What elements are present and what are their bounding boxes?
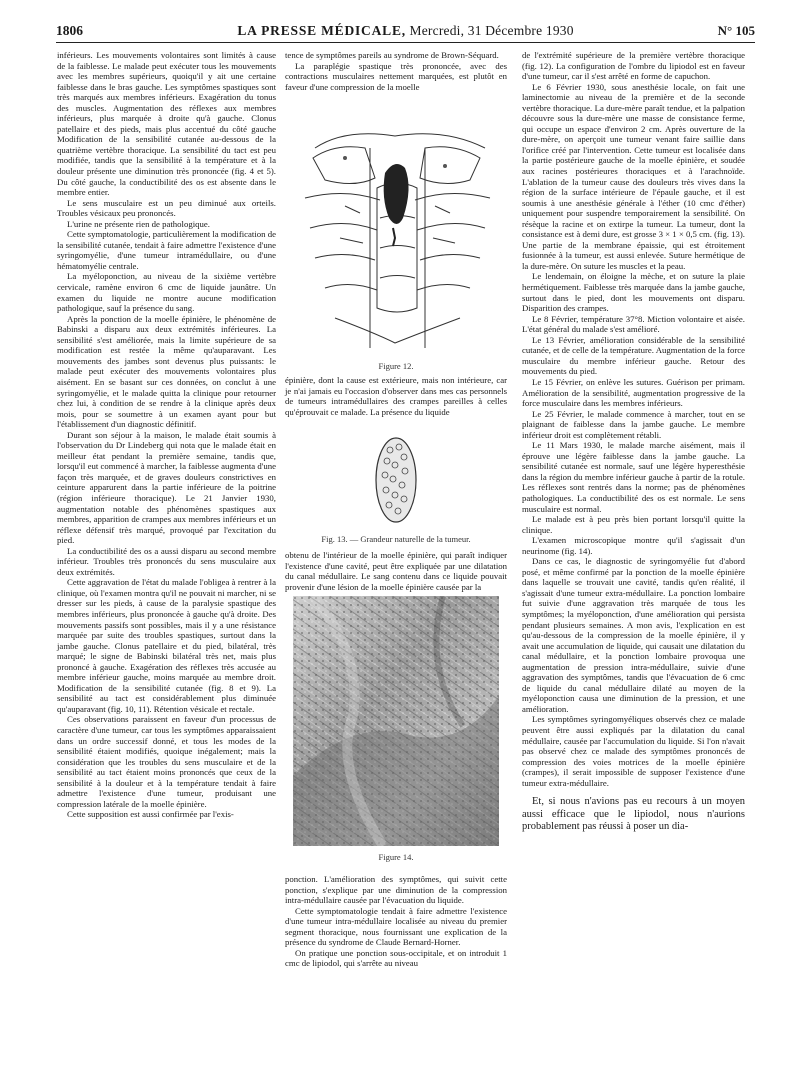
paragraph: Durant son séjour à la maison, le malade était soumis à l'observation du Dr Lindeberg qui nota que le malade était en meilleur état pendant la première semaine, tandis que, lorsqu'il eut commencé à marcher, la faiblesse augmenta d'une façon très marquée, et de graves douleurs constrictives en ceinture apparurent dans la partie inférieure de la poitrine (région inférieure thoracique). Le 21 Janvier 1930, augmentation notable des phénomènes spastiques aux membres, apparition de crampes aux membres inférieurs et un réflexe défensif très marqué, provoqué par l'excitation du pied. bbox=[57, 429, 276, 546]
paragraph: tence de symptômes pareils au syndrome de Brown-Séquard. bbox=[285, 50, 499, 60]
figure-12-drawing bbox=[285, 118, 507, 358]
column-2-segment-4 bbox=[285, 874, 507, 969]
paragraph: L'urine ne présente rien de pathologique. bbox=[67, 218, 210, 229]
column-2-segment-2 bbox=[285, 375, 507, 417]
paragraph: Cette supposition est aussi confirmée par l'exis- bbox=[67, 809, 234, 820]
column-2-segment-1 bbox=[285, 50, 507, 92]
paragraph: Cette symptomatologie tendait à faire admettre l'existence d'une tumeur intra-médullaire localisée au niveau du premier segment thoracique, nous fournissant une explication de la présence du syndrome de Claude Bernard-Horner. bbox=[285, 905, 507, 948]
paragraph: La paraplégie spastique très prononcée, avec des contractions musculaires nettement marquées, est plutôt en faveur d'une compression de la moelle bbox=[285, 60, 507, 92]
figure-13-drawing bbox=[285, 435, 507, 525]
figure-14-micrograph bbox=[293, 596, 499, 846]
figure-12 bbox=[285, 118, 507, 373]
paragraph: inférieurs. Les mouvements volontaires sont limités à cause de la faiblesse. Le malade peut exécuter tous les mouvements avec les membres supérieurs, quoiqu'il y ait une certaine faiblesse dans le bras gauche. Les symptômes spastiques sont très marqués aux membres inférieurs. Exagération du tonus des muscles. Augmentation des réflexes aux membres inférieurs, plus marquée à droite qu'à gauche. Clonus patellaire et des pieds, mais plus accentué du côté gauche Modification de la sensibilité cutanée au-dessous de la quatrième vertèbre thoracique. La sensibilité du tact est peu modifiée, tandis que la sensibilité à la température et à la douleur présente une diminution très prononcée (fig. 4 et 5). Du côté gauche, la conductibilité des os est absente dans le membre entier. bbox=[57, 50, 276, 198]
paragraph: Cette symptomatologie, particulièrement la modification de la sensibilité cutanée, tendait à faire admettre l'existence d'une syringomyélie, d'une tumeur intramédullaire, ou d'une hématomyélie centrale. bbox=[57, 229, 276, 271]
paragraph: Le 15 Février, on enlève les sutures. Guérison per primam. Amélioration de la sensibilité, augmentation progressive de la force musculaire dans les membres inférieurs. bbox=[522, 376, 745, 409]
paragraph: La conductibilité des os a aussi disparu au second membre inférieur. Troubles très prononcés du sens musculaire aux deux extrémités. bbox=[57, 545, 276, 577]
paragraph: Ces observations paraissent en faveur d'un processus de caractère d'une tumeur, car tous les symptômes apparaissaient dans un ordre successif donné, et tous les modes de la sensibilité étaient modifiés, quoique inégalement; mais la considération que les troubles du sens musculaire et de la sensibilité au tact étaient moins prononcés que ceux de la sensibilité à la douleur et à la température tendait à faire admettre l'existence d'une tumeur, produisant une compression latérale de la moelle épinière. bbox=[57, 714, 276, 809]
paragraph: Le 25 Février, le malade commence à marcher, tout en se plaignant de faiblesse dans la jambe gauche. Le membre inférieur droit est complètement rétabli. bbox=[522, 408, 745, 440]
paragraph: Le 6 Février 1930, sous anesthésie locale, on fait une laminectomie au niveau de la première et de la seconde vertèbre thoracique. La dure-mère paraît tendue, et la palpation découvre sous la dure-mère une masse de consistance ferme, qui occupe un espace d'environ 2 cm. Après ouverture de la dure-mère, on aperçoit une tumeur venant faire saillie dans l'orifice créé par l'intervention. Cette tumeur est localisée dans la partie postérieure gauche de la moelle épinière, et soudée aux racines postérieures thoraciques et à l'arachnoïde. L'ablation de la tumeur cause des douleurs très vives dans la région de la surface intérieure de l'épaule gauche, et il est soumis à une anesthésie générale à l'éther (10 cmc d'éther) uniquement pour suspendre temporairement la sensibilité. On résèque la racine et on extirpe la tumeur. La tumeur, dont la consistance est à demi dure, est grosse 3 × 1 × 0,5 cm. (fig. 13). Une partie de la membrane épaissie, qui est étroitement fusionnée à la tumeur, est aussi enlevée. Suture hermétique de la dure-mère. On suture les muscles et la peau. bbox=[522, 81, 745, 271]
figure-13-caption: Fig. 13. — Grandeur naturelle de la tumeur. bbox=[321, 533, 471, 544]
issue-number: N° 105 bbox=[717, 23, 755, 38]
figure-13 bbox=[285, 435, 507, 545]
paragraph: obtenu de l'intérieur de la moelle épinière, qui paraît indiquer l'existence d'une cavité, peut être expliquée par une dilatation du canal médullaire. Le sang contenu dans ce liquide pouvait provenir d'une lésion de la moelle épinière causée par la bbox=[285, 550, 507, 592]
paragraph: Dans ce cas, le diagnostic de syringomyélie fut d'abord posé, et même confirmé par la ponction de la moelle épinière dans laquelle se trouvait une cavité, tandis qu'en réalité, il s'agissait d'une tumeur extra-médullaire. La ponction lombaire fut suivie d'une aggravation très marquée de tous les symptômes; la myéloponction, d'une amélioration qui persista pendant plusieurs semaines. A mon avis, l'explication en est qu'au-dessous de la compression de la moelle épinière, il y avait une accumulation de liquide, qui causait une dilatation du canal médullaire, et la ponction lombaire provoqua une augmentation de pression intra-médullaire, suivie d'une aggravation des symptômes, tandis que l'évacuation de 6 cmc de liquide du canal médullaire dilaté au moyen de la myéloponction causa une diminution de la pression, et une amélioration. bbox=[522, 556, 745, 714]
journal-name: LA PRESSE MÉDICALE, bbox=[237, 23, 406, 38]
paragraph: Les symptômes syringomyéliques observés chez ce malade peuvent être aussi expliqués par la dilatation du canal médullaire, causée par l'accumulation du liquide. Si l'on n'avait pas observé chez ce malade des symptômes prononcés de compression des voies motrices de la moelle épinière (crampes), il serait impossible de supposer l'existence d'une tumeur extra-médullaire. bbox=[522, 714, 745, 788]
paragraph: On pratique une ponction sous-occipitale, et on introduit 1 cmc de lipiodol, qui s'arrête au niveau bbox=[285, 947, 507, 969]
paragraph: Le 8 Février, température 37°8. Miction volontaire et aisée. L'état général du malade s'est amélioré. bbox=[522, 313, 745, 335]
page-header bbox=[56, 20, 755, 43]
column-1 bbox=[57, 50, 276, 820]
paragraph: Après la ponction de la moelle épinière, le phénomène de Babinski a disparu aux deux extrémités inférieures. La sensibilité s'est améliorée, mais la limite supérieure de sa modification est restée la même qu'auparavant. Les mouvements des jambes sont devenus plus puissants: le malade peut exécuter des mouvements volontaires plus aisément. En se basant sur ces données, on conclut à une syringomyélie, et le malade quitta la clinique pour retourner chez lui, à condition de se rendre à la clinique après deux mois, pour se soumettre à un examen ayant pour but l'établissement d'un diagnostic définitif. bbox=[57, 313, 276, 430]
paragraph: L'examen microscopique montre qu'il s'agissait d'un neurinome (fig. 14). bbox=[522, 535, 745, 556]
paragraph: Le 13 Février, amélioration considérable de la sensibilité cutanée, et de celle de la température. Augmentation de la force musculaire du membre inférieur gauche. Retour des mouvements du pied. bbox=[522, 334, 745, 377]
figure-14-caption: Figure 14. bbox=[378, 851, 414, 862]
paragraph: Le 11 Mars 1930, le malade marche aisément, mais il éprouve une légère faiblesse dans la jambe gauche. La sensibilité cutanée est normale, sauf une légère hyperesthésie dans la région du membre inférieur gauche à partir de la rotule. Les réflexes sont rentrés dans la norme; pas de phénomènes pathologiques. La conductibilité des os est normale. Le sens musculaire est normal. bbox=[522, 440, 745, 514]
column-2-segment-3 bbox=[285, 550, 507, 592]
paragraph: Le malade est à peu près bien portant lorsqu'il quitte la clinique. bbox=[522, 514, 745, 535]
paragraph: Cette aggravation de l'état du malade l'obligea à rentrer à la clinique, où l'examen montra qu'il ne pouvait ni marcher, ni se dresser sur les pieds, à cause de la paralysie spastique des membres inférieurs, plus prononcée à gauche qu'à droite. Des mouvements passifs sont possibles, mais il y a une résistance marquée par suite des troubles spastiques, surtout dans la jambe gauche. Clonus patellaire et du pied, bilatéral, très marqué; le signe de Babinski bilatéral très net, mais plus prononcé à gauche. Exagération des réflexes très accusée au membre inférieur gauche, moins marquée au membre droit. Modification de la sensibilité cutanée (fig. 8 et 9). La sensibilité au tact est considérablement plus diminuée qu'auparavant (fig. 10, 11). Rétention vésicale et rectale. bbox=[57, 577, 276, 714]
paragraph: Le sens musculaire est un peu diminué aux orteils. Troubles vésicaux peu prononcés. bbox=[57, 197, 276, 219]
column-3 bbox=[522, 50, 745, 833]
paragraph: La myéloponction, au niveau de la sixième vertèbre cervicale, ramène environ 6 cmc de liquide jaunâtre. Un examen du liquide ne montre aucune modification pathologique, sauf la présence du sang. bbox=[57, 271, 276, 314]
paragraph: Le lendemain, on éloigne la mèche, et on suture la plaie hermétiquement. Faiblesse très marquée dans la jambe gauche, surtout dans le pied, dont les mouvements ont disparu. Disparition des crampes. bbox=[522, 271, 745, 314]
paragraph: de l'extrémité supérieure de la première vertèbre thoracique (fig. 12). La configuration de l'ombre du lipiodol est en faveur d'une tumeur, car il s'est arrêté en forme de capuchon. bbox=[522, 50, 745, 82]
figure-12-caption: Figure 12. bbox=[378, 360, 414, 371]
paragraph: ponction. L'amélioration des symptômes, qui suivit cette ponction, s'explique par une diminution de la compression intra-médullaire causée par l'évacuation du liquide. bbox=[285, 874, 507, 906]
figure-14 bbox=[293, 596, 499, 862]
page-number: 1806 bbox=[56, 23, 83, 38]
paragraph: épinière, dont la cause est extérieure, mais non intérieure, car je n'ai jamais eu l'occasion d'observer dans mes cas personnels de tumeurs intramédullaires des crampes pareilles à celles qu'éprouvait ce malade. La présence du liquide bbox=[285, 375, 507, 417]
paragraph: Et, si nous n'avions pas eu recours à un moyen aussi efficace que le lipiodol, nous n'aurions probablement pas réussi à poser un dia- bbox=[522, 796, 745, 832]
issue-date: Mercredi, 31 Décembre 1930 bbox=[409, 23, 574, 38]
journal-title bbox=[116, 23, 695, 42]
